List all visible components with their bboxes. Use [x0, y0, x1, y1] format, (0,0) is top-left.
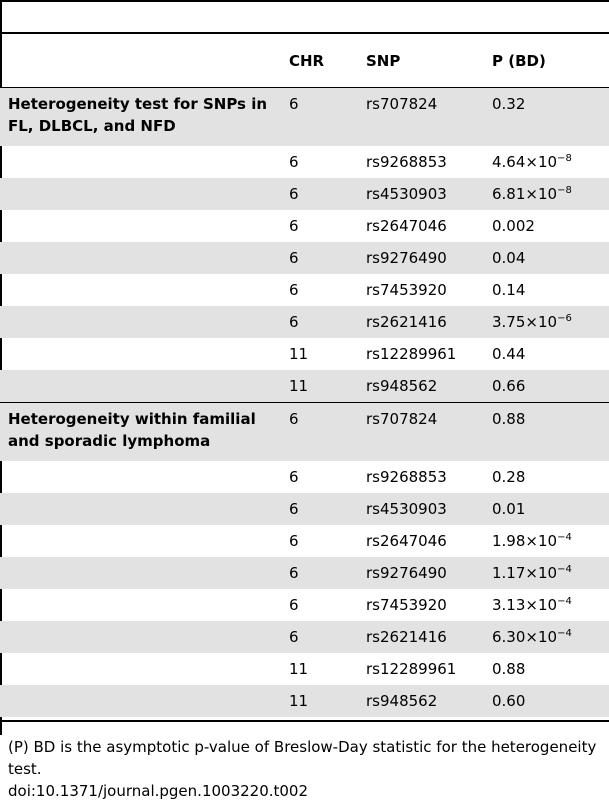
snp-cell: rs7453920 [366, 281, 447, 299]
chr-cell: 6 [289, 532, 299, 550]
empty-cell [0, 589, 281, 621]
p-exponent: −6 [557, 313, 572, 324]
snp-cell: rs2647046 [366, 217, 447, 235]
table-row [0, 621, 609, 653]
p-value: 1.17×10 [492, 564, 558, 582]
p-cell [484, 210, 609, 242]
chr-cell: 11 [281, 685, 358, 717]
p-cell [484, 685, 609, 717]
snp-cell: rs707824 [358, 88, 484, 147]
footnote: (P) BD is the asymptotic p-value of Breslow-Day statistic for the heterogeneity test. [8, 738, 597, 778]
p-value: 0.88 [492, 410, 526, 428]
table-row [0, 210, 609, 242]
empty-cell [0, 461, 281, 493]
header-blank [0, 34, 281, 88]
chr-cell: 6 [281, 493, 358, 525]
chr-cell: 6 [281, 88, 358, 147]
p-cell [484, 403, 609, 462]
table-row [0, 557, 609, 589]
p-value: 3.75×10 [492, 313, 558, 331]
doi: doi:10.1371/journal.pgen.1003220.t002 [8, 782, 309, 800]
empty-cell [0, 338, 281, 370]
p-value: 0.04 [492, 249, 526, 267]
snp-cell: rs9276490 [358, 557, 484, 589]
p-cell [484, 242, 609, 274]
empty-cell [0, 306, 281, 338]
data-table [0, 34, 609, 717]
header-p: P (BD) [484, 34, 609, 88]
p-value: 0.88 [492, 660, 526, 678]
chr-cell: 6 [289, 281, 299, 299]
p-value: 0.14 [492, 281, 526, 299]
empty-cell [0, 685, 281, 717]
snp-cell: rs4530903 [358, 178, 484, 210]
table-row [0, 685, 609, 717]
chr-cell: 6 [289, 217, 299, 235]
table-row [0, 338, 609, 370]
snp-cell: rs7453920 [366, 596, 447, 614]
snp-cell: rs948562 [358, 370, 484, 403]
snp-cell: rs4530903 [358, 493, 484, 525]
table-row [0, 461, 609, 493]
p-cell [484, 178, 609, 210]
p-cell [484, 146, 609, 178]
p-exponent: −4 [557, 532, 572, 543]
snp-cell: rs2621416 [358, 621, 484, 653]
p-cell [484, 338, 609, 370]
snp-cell: rs948562 [358, 685, 484, 717]
empty-cell [0, 525, 281, 557]
p-cell [484, 306, 609, 338]
p-exponent: −8 [557, 185, 572, 196]
p-cell [484, 653, 609, 685]
p-cell [484, 557, 609, 589]
p-value: 0.66 [492, 377, 526, 395]
snp-cell: rs2647046 [366, 532, 447, 550]
p-exponent: −4 [557, 628, 572, 639]
header-row [0, 34, 609, 88]
table-row [0, 306, 609, 338]
chr-cell: 6 [281, 557, 358, 589]
empty-cell [0, 653, 281, 685]
chr-cell: 6 [281, 178, 358, 210]
group-label: Heterogeneity test for SNPs in FL, DLBCL, and NFD [0, 88, 281, 147]
chr-cell: 11 [289, 345, 309, 363]
snp-cell: rs9268853 [366, 468, 447, 486]
table-row [0, 525, 609, 557]
snp-cell: rs707824 [358, 403, 484, 462]
p-cell [484, 493, 609, 525]
p-cell [484, 88, 609, 147]
p-value: 6.30×10 [492, 628, 558, 646]
chr-cell: 6 [281, 403, 358, 462]
table-row [0, 589, 609, 621]
p-cell [484, 274, 609, 306]
top-rule [0, 0, 609, 2]
table-row [0, 242, 609, 274]
empty-cell [0, 146, 281, 178]
empty-cell [0, 242, 281, 274]
snp-cell: rs2621416 [358, 306, 484, 338]
p-exponent: −4 [557, 564, 572, 575]
chr-cell: 6 [281, 306, 358, 338]
header-snp: SNP [358, 34, 484, 88]
p-cell [484, 370, 609, 403]
table-row [0, 653, 609, 685]
p-value: 3.13×10 [492, 596, 558, 614]
p-value: 0.01 [492, 500, 526, 518]
group-label: Heterogeneity within familial and sporadic lymphoma [0, 403, 281, 462]
chr-cell: 11 [281, 370, 358, 403]
empty-cell [0, 557, 281, 589]
table-row [0, 274, 609, 306]
chr-cell: 11 [289, 660, 309, 678]
p-cell [484, 621, 609, 653]
p-value: 0.32 [492, 95, 526, 113]
header-chr: CHR [281, 34, 358, 88]
chr-cell: 6 [281, 242, 358, 274]
table-row [0, 88, 609, 147]
table-body [0, 88, 609, 718]
snp-cell: rs12289961 [366, 660, 457, 678]
empty-cell [0, 178, 281, 210]
snp-cell: rs9276490 [358, 242, 484, 274]
p-value: 0.28 [492, 468, 526, 486]
chr-cell: 6 [289, 596, 299, 614]
snp-cell: rs9268853 [366, 153, 447, 171]
p-cell [484, 461, 609, 493]
chr-cell: 6 [281, 621, 358, 653]
p-value: 0.44 [492, 345, 526, 363]
chr-cell: 6 [289, 468, 299, 486]
table-row [0, 403, 609, 462]
p-cell [484, 525, 609, 557]
empty-cell [0, 493, 281, 525]
bottom-rule [0, 720, 609, 722]
table-row [0, 178, 609, 210]
p-cell [484, 589, 609, 621]
table-footer [8, 736, 606, 802]
table-row [0, 370, 609, 403]
p-value: 1.98×10 [492, 532, 558, 550]
empty-cell [0, 210, 281, 242]
p-value: 0.002 [492, 217, 535, 235]
p-value: 0.60 [492, 692, 526, 710]
empty-cell [0, 370, 281, 403]
p-value: 6.81×10 [492, 185, 558, 203]
table-row [0, 146, 609, 178]
p-value: 4.64×10 [492, 153, 558, 171]
chr-cell: 6 [289, 153, 299, 171]
empty-cell [0, 621, 281, 653]
p-exponent: −8 [557, 153, 572, 164]
table-row [0, 493, 609, 525]
snp-cell: rs12289961 [366, 345, 457, 363]
empty-cell [0, 274, 281, 306]
p-exponent: −4 [557, 596, 572, 607]
